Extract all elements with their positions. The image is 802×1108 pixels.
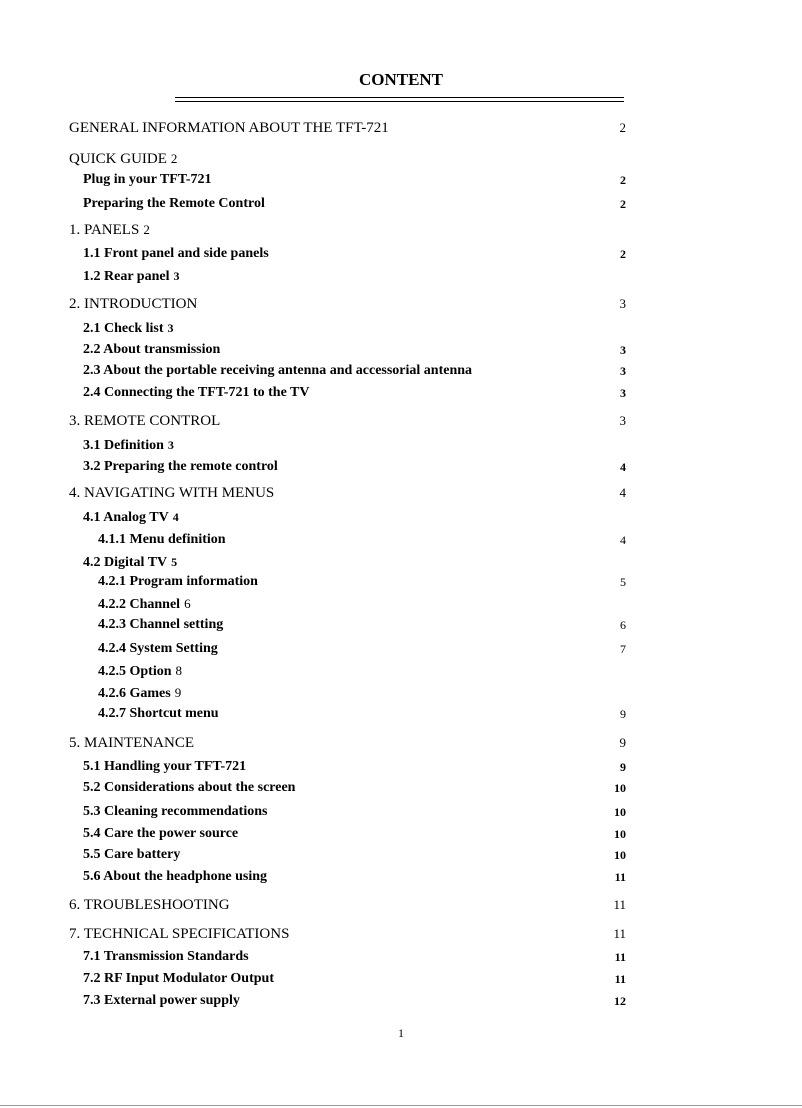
toc-entry-page: 11 xyxy=(614,870,626,884)
toc-entry xyxy=(0,969,802,989)
toc-entry-title xyxy=(98,661,182,682)
page-bottom-edge xyxy=(0,1105,802,1106)
toc-entry xyxy=(0,639,802,659)
toc-entry-page: 3 xyxy=(620,364,626,378)
toc-entry xyxy=(0,530,802,550)
toc-entry-text: 4.2 Digital TV xyxy=(83,555,168,570)
toc-entry xyxy=(0,435,802,455)
toc-entry-inline-page: 4 xyxy=(172,510,179,524)
toc-entry-text: 2.4 Connecting the TFT-721 to the TV xyxy=(83,385,310,400)
toc-entry-title xyxy=(83,757,246,777)
toc-entry-text: 1. PANELS xyxy=(69,222,140,238)
toc-entry-page: 11 xyxy=(613,926,626,941)
toc-entry xyxy=(0,704,802,724)
toc-entry-text: 5.6 About the headphone using xyxy=(83,869,268,884)
toc-entry-title xyxy=(83,969,274,989)
toc-entry-page: 4 xyxy=(620,460,626,474)
toc-entry-text: 7.2 RF Input Modulator Output xyxy=(83,971,274,986)
toc-entry-text: 4.2.7 Shortcut menu xyxy=(98,706,219,721)
toc-entry-title xyxy=(98,572,258,592)
toc-entry xyxy=(0,340,802,360)
title-rule-top xyxy=(175,97,624,98)
toc-entry xyxy=(0,924,802,944)
toc-entry xyxy=(0,594,802,614)
toc-entry xyxy=(0,194,802,214)
toc-entry xyxy=(0,170,802,190)
toc-entry xyxy=(0,867,802,887)
toc-entry-text: 2.3 About the portable receiving antenna and accessorial antenna xyxy=(83,363,473,378)
toc-entry-text: 4.2.6 Games xyxy=(98,686,171,701)
toc-entry-page: 2 xyxy=(620,173,626,187)
toc-entry-page: 4 xyxy=(620,533,626,547)
toc-entry-text: 4.1.1 Menu definition xyxy=(98,532,226,547)
toc-entry-text: Preparing the Remote Control xyxy=(83,196,265,211)
title-rule-bottom xyxy=(175,101,624,102)
toc-entry-title xyxy=(83,778,295,798)
toc-entry-inline-page: 2 xyxy=(143,222,150,237)
toc-entry-title xyxy=(83,170,212,190)
toc-entry xyxy=(0,824,802,844)
toc-entry-page: 11 xyxy=(613,897,626,912)
toc-entry-title xyxy=(83,266,179,287)
toc-entry xyxy=(0,552,802,572)
toc-entry xyxy=(0,991,802,1011)
toc-entry-title xyxy=(98,639,218,659)
toc-entry-text: 1.2 Rear panel xyxy=(83,269,170,284)
toc-entry-page: 2 xyxy=(619,120,626,135)
page-number: 1 xyxy=(398,1026,404,1040)
toc-entry xyxy=(0,244,802,264)
toc-entry xyxy=(0,778,802,798)
toc-entry xyxy=(0,483,802,503)
toc-entry-title xyxy=(69,733,194,753)
page-title: CONTENT xyxy=(358,70,444,89)
toc-entry xyxy=(0,733,802,753)
toc-entry-text: 4.2.3 Channel setting xyxy=(98,617,224,632)
toc-entry-text: 5.1 Handling your TFT-721 xyxy=(83,759,247,774)
toc-entry-text: 1.1 Front panel and side panels xyxy=(83,246,269,261)
toc-entry-text: GENERAL INFORMATION ABOUT THE TFT-721 xyxy=(69,120,389,136)
toc-entry-title xyxy=(83,947,249,967)
toc-entry-title xyxy=(83,340,220,360)
toc-entry xyxy=(0,683,802,703)
toc-entry-title xyxy=(83,991,240,1011)
toc-entry-text: 5.2 Considerations about the screen xyxy=(83,780,296,795)
toc-entry-title xyxy=(83,802,267,822)
toc-entry-inline-page: 2 xyxy=(170,151,178,166)
toc-entry-text: 6. TROUBLESHOOTING xyxy=(69,897,230,913)
toc-entry xyxy=(0,383,802,403)
toc-entry-page: 5 xyxy=(620,575,626,589)
toc-entry-text: 7.1 Transmission Standards xyxy=(83,949,249,964)
toc-entry-title xyxy=(83,824,238,844)
toc-entry xyxy=(0,802,802,822)
toc-entry-title xyxy=(83,457,278,477)
toc-entry xyxy=(0,947,802,967)
toc-entry-text: Plug in your TFT-721 xyxy=(83,172,212,187)
toc-entry-page: 7 xyxy=(620,642,626,656)
toc-entry-page: 3 xyxy=(620,386,626,400)
toc-entry-page: 3 xyxy=(619,296,626,311)
toc-entry xyxy=(0,266,802,286)
toc-entry xyxy=(0,220,802,240)
toc-entry-title xyxy=(98,594,191,615)
toc-entry-title xyxy=(83,552,177,573)
toc-entry xyxy=(0,318,802,338)
toc-entry-inline-page: 8 xyxy=(175,663,183,678)
toc-entry-inline-page: 3 xyxy=(173,269,180,283)
toc-entry-text: 4.2.2 Channel xyxy=(98,597,181,612)
toc-entry-title xyxy=(69,411,220,431)
toc-entry-title xyxy=(83,845,180,865)
toc-entry xyxy=(0,411,802,431)
toc-entry-title xyxy=(83,361,472,381)
toc-entry-text: 7. TECHNICAL SPECIFICATIONS xyxy=(69,926,290,942)
toc-entry-page: 11 xyxy=(614,950,626,964)
toc-entry-title xyxy=(83,194,265,214)
toc-entry-page: 9 xyxy=(619,735,626,750)
toc-entry-page: 10 xyxy=(614,781,626,795)
toc-entry-title xyxy=(83,318,174,339)
toc-entry-text: 3. REMOTE CONTROL xyxy=(69,413,221,429)
toc-entry xyxy=(0,457,802,477)
toc-entry-title xyxy=(83,867,267,887)
toc-entry-page: 10 xyxy=(614,848,626,862)
toc-entry-text: 4.2.4 System Setting xyxy=(98,641,218,656)
toc-entry-title xyxy=(69,483,274,503)
toc-entry-title xyxy=(69,924,289,944)
toc-entry-title xyxy=(98,530,226,550)
toc-entry-text: 5. MAINTENANCE xyxy=(69,735,194,751)
toc-entry-text: 4. NAVIGATING WITH MENUS xyxy=(69,485,275,501)
toc-entry-text: 3.1 Definition xyxy=(83,438,164,453)
toc-entry-page: 12 xyxy=(614,994,626,1008)
toc-entry-title xyxy=(69,149,177,169)
toc-entry-title xyxy=(69,895,230,915)
toc-entry-text: 5.3 Cleaning recommendations xyxy=(83,804,268,819)
toc-entry-title xyxy=(83,383,309,403)
toc-entry-page: 9 xyxy=(620,707,626,721)
toc-entry xyxy=(0,661,802,681)
toc-entry-page: 2 xyxy=(620,197,626,211)
toc-entry xyxy=(0,361,802,381)
toc-entry-page: 2 xyxy=(620,247,626,261)
toc-entry xyxy=(0,895,802,915)
toc-entry-page: 3 xyxy=(619,413,626,428)
toc-entry-text: 4.2.5 Option xyxy=(98,664,172,679)
toc-entry-text: 4.2.1 Program information xyxy=(98,574,258,589)
toc-entry-title xyxy=(69,220,150,240)
toc-entry-page: 6 xyxy=(620,618,626,632)
toc-entry xyxy=(0,615,802,635)
toc-entry-inline-page: 9 xyxy=(174,685,182,700)
toc-entry xyxy=(0,845,802,865)
toc-entry-text: 5.4 Care the power source xyxy=(83,826,239,841)
toc-entry-inline-page: 5 xyxy=(171,555,178,569)
toc-entry-text: 4.1 Analog TV xyxy=(83,510,169,525)
toc-entry-title xyxy=(83,435,174,456)
toc-entry-title xyxy=(69,294,197,314)
toc-entry-title xyxy=(83,244,269,264)
toc-entry-page: 4 xyxy=(619,485,626,500)
toc-entry-inline-page: 3 xyxy=(167,438,174,452)
toc-entry-page: 10 xyxy=(614,827,626,841)
toc-entry xyxy=(0,757,802,777)
toc-entry-title xyxy=(83,507,179,528)
toc-entry-text: 7.3 External power supply xyxy=(83,993,240,1008)
toc-entry-title xyxy=(98,615,223,635)
toc-entry xyxy=(0,118,802,138)
toc-entry-text: 2. INTRODUCTION xyxy=(69,296,198,312)
toc-entry-title xyxy=(98,683,181,704)
toc-entry-page: 9 xyxy=(620,760,626,774)
toc-entry xyxy=(0,572,802,592)
toc-entry-inline-page: 6 xyxy=(184,596,191,611)
toc-entry-text: 5.5 Care battery xyxy=(83,847,181,862)
toc-entry xyxy=(0,149,802,169)
toc-entry-inline-page: 3 xyxy=(167,321,174,335)
toc-entry-page: 3 xyxy=(620,343,626,357)
toc-entry-title xyxy=(69,118,389,138)
toc-entry-text: 2.1 Check list xyxy=(83,321,164,336)
toc-entry-page: 10 xyxy=(614,805,626,819)
toc-entry xyxy=(0,507,802,527)
toc-entry-text: QUICK GUIDE xyxy=(69,151,167,167)
toc-entry-page: 11 xyxy=(614,972,626,986)
toc-entry xyxy=(0,294,802,314)
toc-entry-text: 3.2 Preparing the remote control xyxy=(83,459,278,474)
toc-entry-title xyxy=(98,704,219,724)
toc-entry-text: 2.2 About transmission xyxy=(83,342,221,357)
